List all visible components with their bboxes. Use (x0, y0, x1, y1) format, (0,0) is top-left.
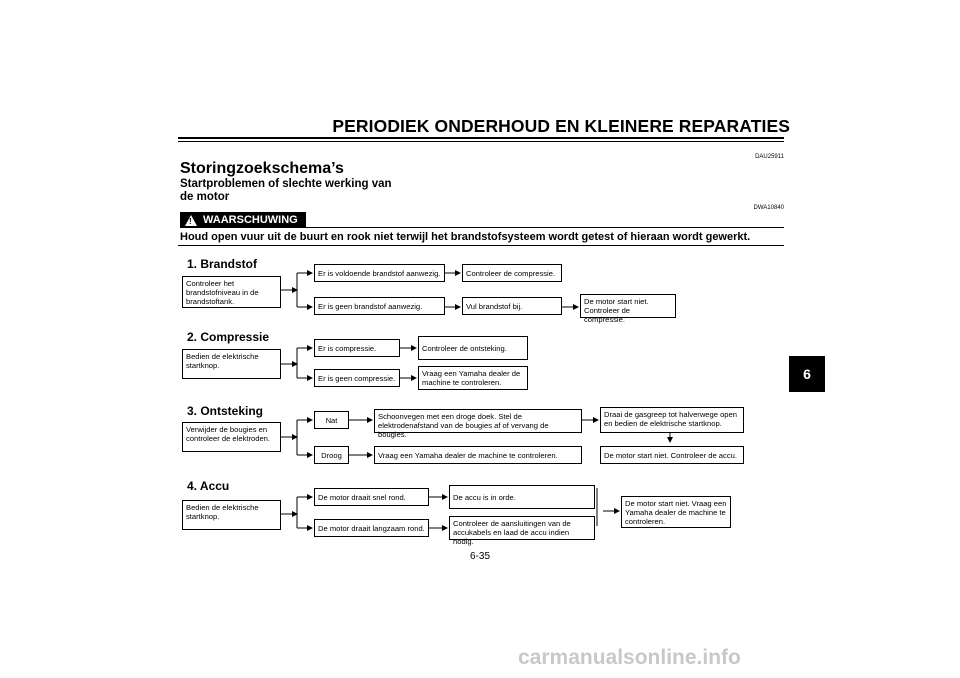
section-3-title: 3. Ontsteking (187, 404, 264, 418)
section-1-title: 1. Brandstof (187, 257, 258, 271)
s4-result-a: De accu is in orde. (449, 485, 595, 509)
s2-start-box: Bedien de elektrische startknop. (182, 349, 281, 379)
s2-branch-b: Er is geen compressie. (314, 369, 400, 387)
s3-final-a2: De motor start niet. Controleer de accu. (600, 446, 744, 464)
s2-result-b: Vraag een Yamaha dealer de machine te controleren. (418, 366, 528, 390)
watermark: carmanualsonline.info (518, 646, 741, 669)
warning-text: Houd open vuur uit de buurt en rook niet terwijl het brandstofsysteem wordt getest of hieraan wordt gewerkt. (180, 231, 751, 243)
s2-result-a: Controleer de ontsteking. (418, 336, 528, 360)
s3-start-box: Verwijder de bougies en controleer de elektroden. (182, 422, 281, 452)
s4-final: De motor start niet. Vraag een Yamaha dealer de machine te controleren. (621, 496, 731, 528)
s4-branch-b: De motor draait langzaam rond. (314, 519, 429, 537)
s1-final-b: De motor start niet. Controleer de compressie. (580, 294, 676, 318)
s3-result-a: Schoonvegen met een droge doek. Stel de elektrodenafstand van de bougies af of vervang de bougies. (374, 409, 582, 433)
s1-branch-a: Er is voldoende brandstof aanwezig. (314, 264, 445, 282)
s1-branch-b: Er is geen brandstof aanwezig. (314, 297, 445, 315)
section-title: Storingzoekschema’s (180, 160, 344, 177)
warning-triangle-icon: ! (185, 215, 197, 226)
s1-result-a: Controleer de compressie. (462, 264, 562, 282)
s4-branch-a: De motor draait snel rond. (314, 488, 429, 506)
chapter-tab: 6 (789, 356, 825, 392)
page-header-title: PERIODIEK ONDERHOUD EN KLEINERE REPARATIES (332, 116, 790, 136)
section-subtitle: Startproblemen of slechte werking van de motor (180, 178, 392, 203)
s3-result-b: Vraag een Yamaha dealer de machine te controleren. (374, 446, 582, 464)
s2-branch-a: Er is compressie. (314, 339, 400, 357)
s3-branch-b: Droog (314, 446, 349, 464)
section-code: DAU25911 (755, 154, 784, 160)
warning-code: DWA10840 (753, 205, 784, 211)
warning-label: WAARSCHUWING (203, 214, 298, 226)
s4-result-b: Controleer de aansluitingen van de accukabels en laad de accu indien nodig. (449, 516, 595, 540)
s3-branch-a: Nat (314, 411, 349, 429)
section-2-title: 2. Compressie (187, 330, 270, 344)
s1-result-b: Vul brandstof bij. (462, 297, 562, 315)
s4-start-box: Bedien de elektrische startknop. (182, 500, 281, 530)
section-4-title: 4. Accu (187, 479, 230, 493)
s1-start-box: Controleer het brandstofniveau in de brandstoftank. (182, 276, 281, 308)
s3-final-a: Draai de gasgreep tot halverwege open en bedien de elektrische startknop. (600, 407, 744, 433)
page-number: 6-35 (469, 551, 490, 562)
